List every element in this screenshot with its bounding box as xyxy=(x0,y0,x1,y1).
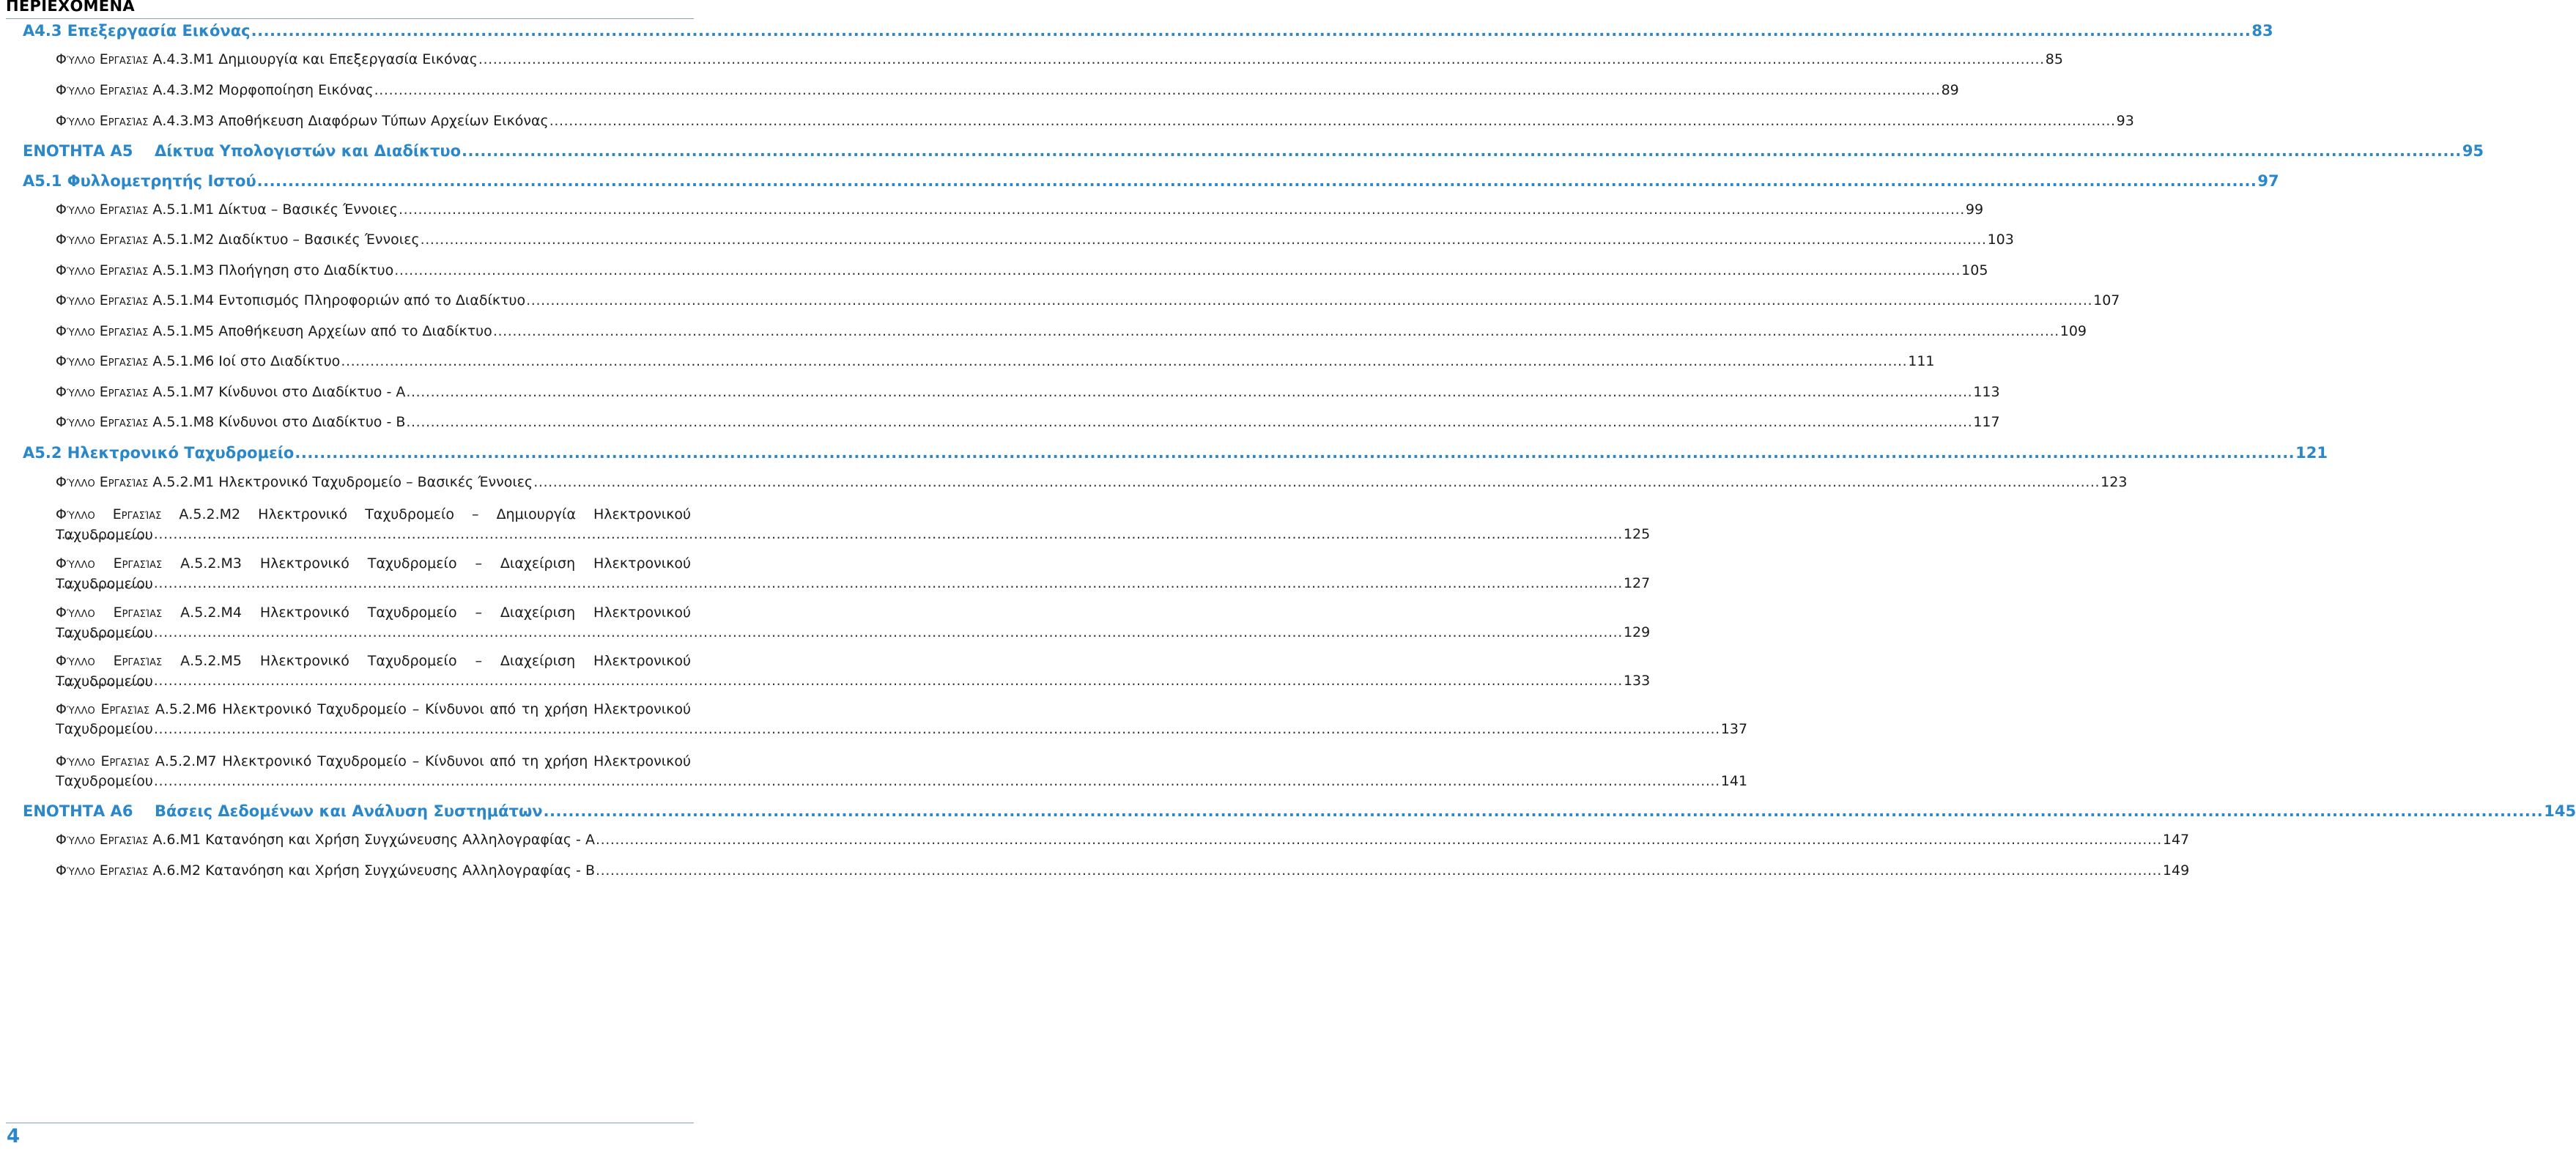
entry-page-number: 117 xyxy=(1973,414,2000,430)
entry-page-number: 129 xyxy=(1623,624,1651,640)
dot-leader xyxy=(549,113,2116,129)
sheet-prefix: Φύλλο Εργασίας xyxy=(56,262,149,278)
entry-title-continued: Ταχυδρομείου xyxy=(56,773,153,789)
toc-sheet-entry[interactable] xyxy=(56,699,1748,742)
dot-leader xyxy=(56,526,1623,542)
sheet-title: Α.5.1.Μ3 Πλοήγηση στο Διαδίκτυο xyxy=(152,262,394,278)
toc-sheet-entry[interactable] xyxy=(56,553,1651,596)
entry-title xyxy=(56,82,374,98)
toc-sheet-entry[interactable] xyxy=(56,113,2134,133)
sheet-prefix: Φύλλο Εργασίας xyxy=(56,113,149,129)
dot-leader xyxy=(56,673,1623,689)
entry-title-line xyxy=(56,651,692,690)
sheet-title: Α.5.2.Μ2 Ηλεκτρονικό Ταχυδρομείο – Δημιουργία Ηλεκτρονικού Ταχυδρομείου xyxy=(56,506,692,543)
entry-page-number: 127 xyxy=(1623,575,1651,591)
dot-leader xyxy=(533,474,2100,490)
sheet-prefix: Φύλλο Εργασίας xyxy=(56,414,149,430)
toc-sheet-entry[interactable] xyxy=(56,262,1988,283)
sheet-prefix: Φύλλο Εργασίας xyxy=(56,384,149,400)
entry-title-line xyxy=(56,553,692,592)
toc-sheet-entry[interactable] xyxy=(56,384,2000,404)
sheet-prefix: Φύλλο Εργασίας xyxy=(56,753,150,769)
sheet-title: Α.5.2.Μ7 Ηλεκτρονικό Ταχυδρομείο – Κίνδυνοι από τη χρήση Ηλεκτρονικού xyxy=(155,753,691,769)
toc-sheet-entry[interactable] xyxy=(56,323,2087,344)
toc-sheet-entry[interactable] xyxy=(56,292,2120,313)
dot-leader xyxy=(596,832,2162,848)
toc-sheet-entry[interactable] xyxy=(56,751,1748,794)
entry-page-number: 113 xyxy=(1973,384,2000,400)
entry-page-number: 121 xyxy=(2295,444,2328,462)
entry-title xyxy=(56,474,533,490)
toc-section-entry[interactable] xyxy=(23,444,2328,466)
sheet-title: Α.5.1.Μ5 Αποθήκευση Αρχείων από το Διαδίκτυο xyxy=(152,323,492,339)
toc-section-entry[interactable] xyxy=(23,22,2273,44)
sheet-title: Α.6.Μ2 Κατανόηση και Χρήση Συγχώνευσης Αλληλογραφίας - Β xyxy=(152,862,595,879)
sheet-title: Α.5.2.Μ1 Ηλεκτρονικό Ταχυδρομείο – Βασικές Έννοιες xyxy=(152,474,533,490)
toc-sheet-entry[interactable] xyxy=(56,232,2014,252)
toc-sheet-entry[interactable] xyxy=(56,414,2000,435)
dot-leader xyxy=(154,721,1720,737)
sheet-prefix: Φύλλο Εργασίας xyxy=(56,701,150,717)
sheet-title: Α.5.2.Μ3 Ηλεκτρονικό Ταχυδρομείο – Διαχείριση Ηλεκτρονικού Ταχυδρομείου xyxy=(56,555,692,592)
entry-title xyxy=(56,862,595,879)
toc-sheet-entry[interactable] xyxy=(56,832,2190,852)
entry-title xyxy=(56,384,405,400)
sheet-prefix: Φύλλο Εργασίας xyxy=(56,323,149,339)
toc-section-entry[interactable] xyxy=(23,172,2279,194)
sheet-title: Α.4.3.Μ1 Δημιουργία και Επεξεργασία Εικόνας xyxy=(152,51,478,67)
entry-page-number: 97 xyxy=(2257,172,2279,190)
sheet-prefix: Φύλλο Εργασίας xyxy=(56,292,149,308)
header-divider xyxy=(6,18,694,19)
entry-page-number: 109 xyxy=(2059,323,2087,339)
entry-page-number: 137 xyxy=(1720,721,1748,737)
entry-page-number: 141 xyxy=(1720,773,1748,789)
unit-title: Δίκτυα Υπολογιστών και Διαδίκτυο xyxy=(155,142,461,160)
dot-leader xyxy=(596,862,2162,879)
dot-leader xyxy=(493,323,2059,339)
sheet-prefix: Φύλλο Εργασίας xyxy=(56,51,149,67)
entry-title: Α5.1 Φυλλομετρητής Ιστού xyxy=(23,172,256,190)
sheet-prefix: Φύλλο Εργασίας xyxy=(56,832,149,848)
entry-title xyxy=(56,414,405,430)
toc-sheet-entry[interactable] xyxy=(56,651,1651,693)
entry-title-line xyxy=(56,751,691,772)
toc-sheet-entry[interactable] xyxy=(56,202,1984,222)
entry-page-number: 93 xyxy=(2116,113,2134,129)
toc-sheet-entry[interactable] xyxy=(56,51,2063,72)
entry-page-number: 123 xyxy=(2101,474,2128,490)
toc-unit-entry[interactable] xyxy=(23,142,2484,164)
entry-title xyxy=(56,113,549,129)
entry-title xyxy=(23,142,461,160)
dot-leader xyxy=(526,292,2092,308)
page-title: ΠΕΡΙΕΧΟΜΕΝΑ xyxy=(6,0,135,15)
entry-page-number: 99 xyxy=(1965,202,1984,218)
dot-leader xyxy=(257,172,2257,190)
sheet-title: Α.5.1.Μ6 Ιοί στο Διαδίκτυο xyxy=(152,353,341,369)
entry-title xyxy=(56,202,398,218)
entry-page-number: 89 xyxy=(1941,82,1959,98)
entry-title xyxy=(56,323,492,339)
sheet-title: Α.5.1.Μ8 Κίνδυνοι στο Διαδίκτυο - Β xyxy=(152,414,406,430)
entry-page-number: 95 xyxy=(2462,142,2484,160)
entry-title xyxy=(56,353,340,369)
entry-title xyxy=(56,292,525,308)
sheet-title: Α.4.3.Μ3 Αποθήκευση Διαφόρων Τύπων Αρχείων Εικόνας xyxy=(152,113,549,129)
unit-title: Βάσεις Δεδομένων και Ανάλυση Συστημάτων xyxy=(155,802,543,820)
dot-leader xyxy=(56,575,1623,591)
sheet-prefix: Φύλλο Εργασίας xyxy=(56,202,149,218)
dot-leader xyxy=(462,142,2462,160)
sheet-title: Α.5.2.Μ5 Ηλεκτρονικό Ταχυδρομείο – Διαχείριση Ηλεκτρονικού Ταχυδρομείου xyxy=(56,653,692,690)
toc-unit-entry[interactable] xyxy=(23,802,2576,824)
dot-leader xyxy=(406,384,1972,400)
sheet-title: Α.5.1.Μ1 Δίκτυα – Βασικές Έννοιες xyxy=(152,202,398,218)
footer-page-number: 4 xyxy=(7,1125,21,1147)
toc-sheet-entry[interactable] xyxy=(56,504,1651,547)
entry-page-number: 105 xyxy=(1961,262,1988,278)
entry-page-number: 107 xyxy=(2093,292,2120,308)
sheet-prefix: Φύλλο Εργασίας xyxy=(56,82,149,98)
dot-leader xyxy=(406,414,1972,430)
toc-sheet-entry[interactable] xyxy=(56,474,2128,495)
sheet-prefix: Φύλλο Εργασίας xyxy=(56,474,149,490)
sheet-title: Α.5.2.Μ6 Ηλεκτρονικό Ταχυδρομείο – Κίνδυνοι από τη χρήση Ηλεκτρονικού xyxy=(155,701,691,717)
sheet-prefix: Φύλλο Εργασίας xyxy=(56,353,149,369)
entry-title xyxy=(56,51,478,67)
dot-leader xyxy=(394,262,1961,278)
unit-code: ΕΝΟΤΗΤΑ Α5 xyxy=(23,142,133,160)
entry-title: Α5.2 Ηλεκτρονικό Ταχυδρομείο xyxy=(23,444,295,462)
toc-sheet-entry[interactable] xyxy=(56,82,1959,103)
sheet-title: Α.5.1.Μ7 Κίνδυνοι στο Διαδίκτυο - Α xyxy=(152,384,406,400)
sheet-prefix: Φύλλο Εργασίας xyxy=(56,555,163,572)
dot-leader xyxy=(399,202,1965,218)
entry-page-number: 147 xyxy=(2162,832,2190,848)
dot-leader xyxy=(56,624,1623,640)
entry-title xyxy=(23,802,543,820)
dot-leader xyxy=(478,51,2045,67)
dot-leader xyxy=(544,802,2544,820)
sheet-title: Α.5.1.Μ2 Διαδίκτυο – Βασικές Έννοιες xyxy=(152,232,420,248)
sheet-prefix: Φύλλο Εργασίας xyxy=(56,653,163,669)
toc-sheet-entry[interactable] xyxy=(56,353,1935,374)
unit-code: ΕΝΟΤΗΤΑ Α6 xyxy=(23,802,133,820)
entry-title xyxy=(56,832,595,848)
entry-title-continued: Ταχυδρομείου xyxy=(56,721,153,737)
entry-page-number: 83 xyxy=(2251,22,2273,40)
sheet-title: Α.5.1.Μ4 Εντοπισμός Πληροφοριών από το Διαδίκτυο xyxy=(152,292,526,308)
entry-title-line xyxy=(56,699,691,720)
toc-sheet-entry[interactable] xyxy=(56,862,2190,883)
entry-title-line xyxy=(56,602,692,641)
entry-page-number: 125 xyxy=(1623,526,1651,542)
entry-page-number: 149 xyxy=(2162,862,2190,879)
sheet-prefix: Φύλλο Εργασίας xyxy=(56,506,162,522)
sheet-prefix: Φύλλο Εργασίας xyxy=(56,862,149,879)
entry-page-number: 103 xyxy=(1987,232,2014,248)
dot-leader xyxy=(374,82,1941,98)
sheet-title: Α.4.3.Μ2 Μορφοποίηση Εικόνας xyxy=(152,82,374,98)
dot-leader xyxy=(251,22,2251,40)
entry-title-line xyxy=(56,504,692,543)
entry-page-number: 111 xyxy=(1908,353,1935,369)
dot-leader xyxy=(295,444,2295,462)
sheet-title: Α.6.Μ1 Κατανόηση και Χρήση Συγχώνευσης Αλληλογραφίας - Α xyxy=(152,832,595,848)
sheet-prefix: Φύλλο Εργασίας xyxy=(56,232,149,248)
entry-page-number: 133 xyxy=(1623,673,1651,689)
entry-title xyxy=(56,232,420,248)
toc-sheet-entry[interactable] xyxy=(56,602,1651,645)
dot-leader xyxy=(421,232,1987,248)
entry-page-number: 145 xyxy=(2544,802,2576,820)
entry-title xyxy=(56,262,393,278)
sheet-title: Α.5.2.Μ4 Ηλεκτρονικό Ταχυδρομείο – Διαχείριση Ηλεκτρονικού Ταχυδρομείου xyxy=(56,605,692,641)
entry-page-number: 85 xyxy=(2045,51,2063,67)
dot-leader xyxy=(341,353,1907,369)
dot-leader xyxy=(154,773,1720,789)
entry-title: Α4.3 Επεξεργασία Εικόνας xyxy=(23,22,251,40)
sheet-prefix: Φύλλο Εργασίας xyxy=(56,605,163,621)
